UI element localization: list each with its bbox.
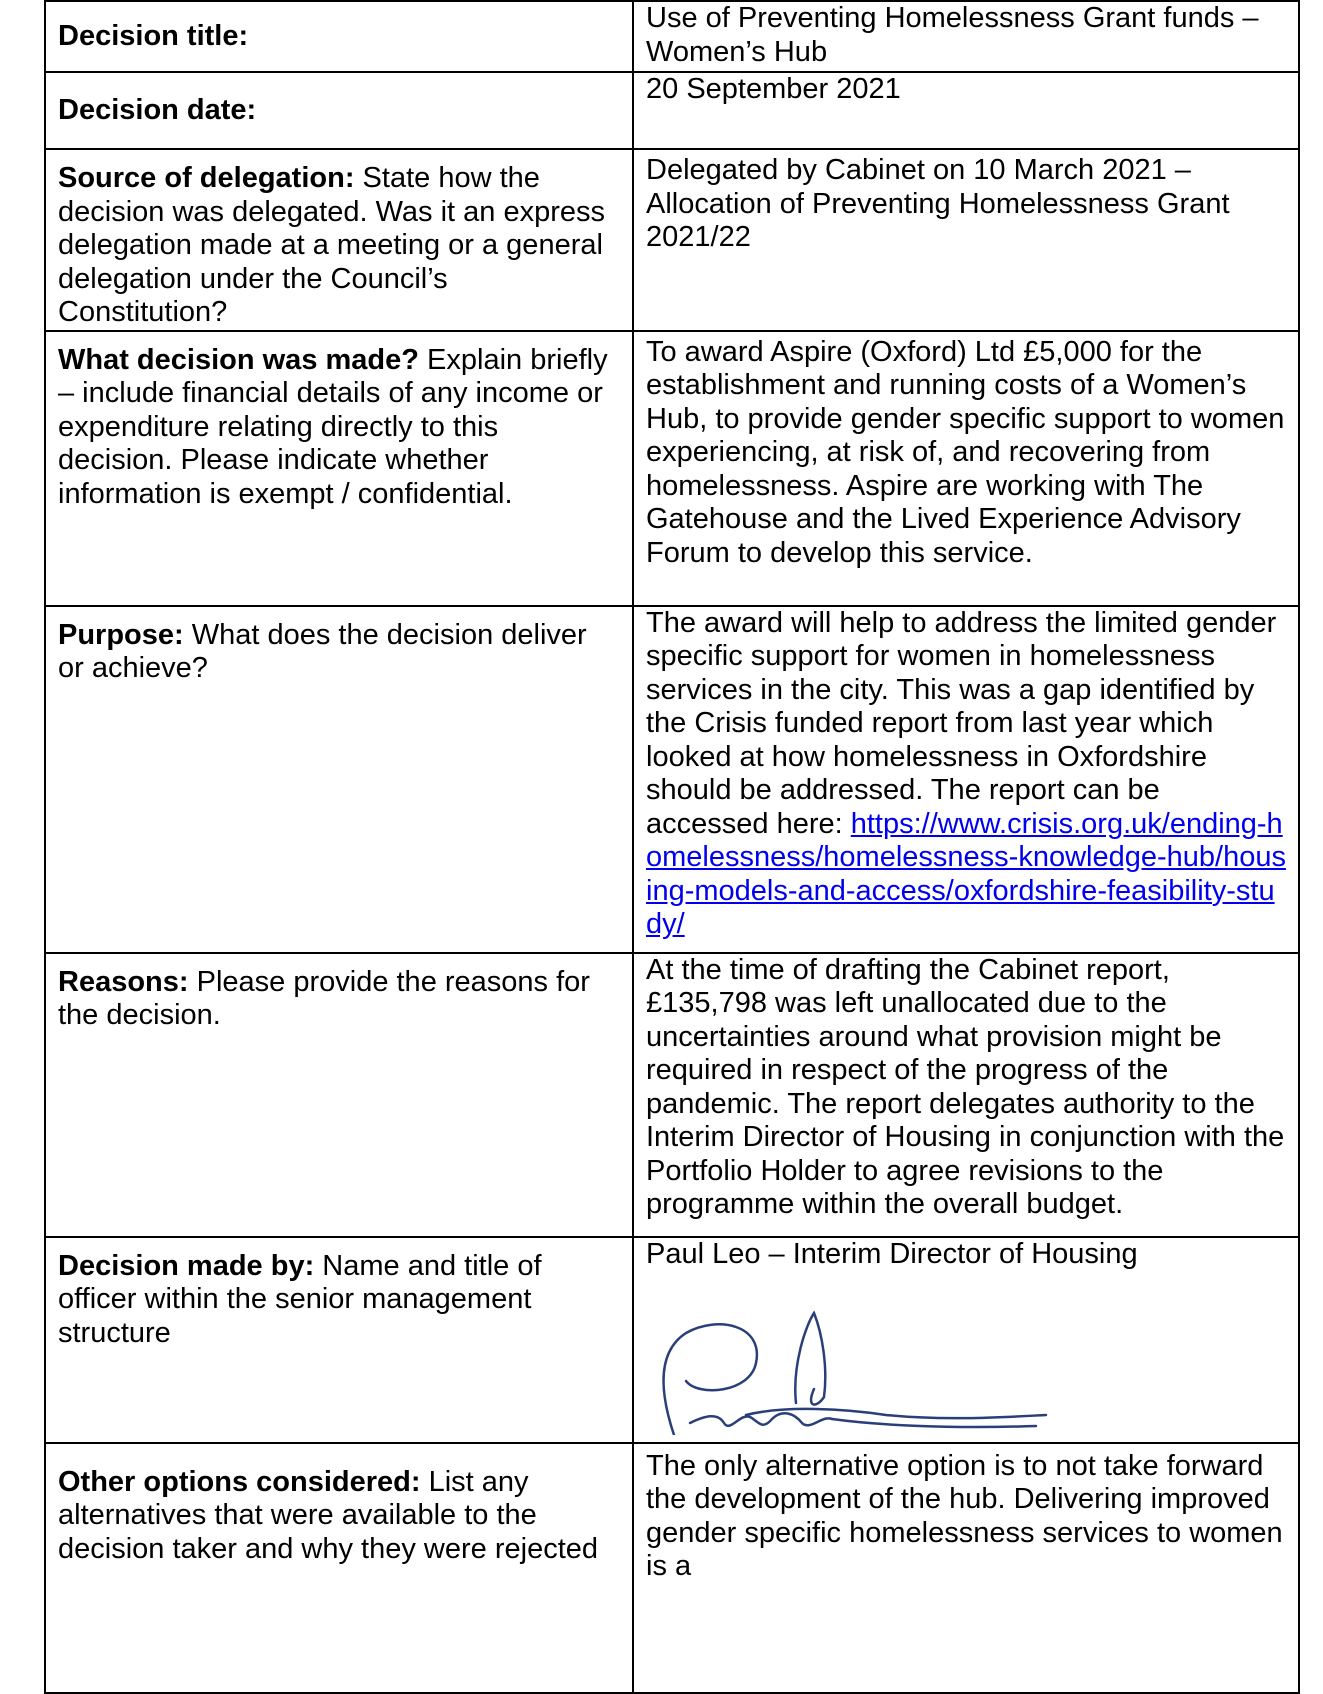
delegation-source-label: Source of delegation: State how the decision was delegated. Was it an express delegation made at a meeting or a general delegation under the Council’s Constitution? bbox=[45, 149, 633, 331]
decision-maker-name: Paul Leo – Interim Director of Housing bbox=[646, 1237, 1138, 1270]
decision-made-label: What decision was made? Explain briefly – include financial details of any income or expenditure relating directly to this decision. Please indicate whether information is exempt / confidential. bbox=[45, 331, 633, 606]
decision-maker-label: Decision made by: Name and title of officer within the senior management structure bbox=[45, 1237, 633, 1443]
table-row bbox=[45, 606, 1299, 953]
purpose-value: The award will help to address the limited gender specific support for women in homelessness services in the city. This was a gap identified by the Crisis funded report from last year which looked at how homelessness in Oxfordshire should be addressed. The report can be accessed here: https://www.crisis.org.uk/ending-homelessness/homelessness-knowledge-hub/housing-models-and-access/oxfordshire-feasibility-study/ bbox=[633, 606, 1299, 953]
other-options-value: The only alternative option is to not take forward the development of the hub. Delivering improved gender specific homelessness services to women is a bbox=[633, 1443, 1299, 1693]
decision-maker-value bbox=[633, 1237, 1299, 1443]
table-row bbox=[45, 1, 1299, 72]
decision-title-label: Decision title: bbox=[45, 1, 633, 72]
other-options-label: Other options considered: List any alternatives that were available to the decision taker and why they were rejected bbox=[45, 1443, 633, 1693]
decision-date-value: 20 September 2021 bbox=[633, 72, 1299, 149]
table-row bbox=[45, 1443, 1299, 1693]
table-row bbox=[45, 953, 1299, 1237]
decision-title-value: Use of Preventing Homelessness Grant funds – Women’s Hub bbox=[633, 1, 1299, 72]
signature-icon bbox=[646, 1285, 1066, 1435]
delegation-source-value: Delegated by Cabinet on 10 March 2021 – Allocation of Preventing Homelessness Grant 2021/22 bbox=[633, 149, 1299, 331]
purpose-label: Purpose: What does the decision deliver or achieve? bbox=[45, 606, 633, 953]
crisis-report-link[interactable]: https://www.crisis.org.uk/ending-homelessness/homelessness-knowledge-hub/housing-models-and-access/oxfordshire-feasibility-study/ bbox=[646, 807, 1286, 940]
decision-date-label: Decision date: bbox=[45, 72, 633, 149]
reasons-label: Reasons: Please provide the reasons for the decision. bbox=[45, 953, 633, 1237]
decision-record-table bbox=[44, 0, 1300, 1694]
decision-made-value: To award Aspire (Oxford) Ltd £5,000 for the establishment and running costs of a Women’s Hub, to provide gender specific support to women experiencing, at risk of, and recovering from homelessness. Aspire are working with The Gatehouse and the Lived Experience Advisory Forum to develop this service. bbox=[633, 331, 1299, 606]
reasons-value: At the time of drafting the Cabinet report, £135,798 was left unallocated due to the uncertainties around what provision might be required in respect of the progress of the pandemic. The report delegates authority to the Interim Director of Housing in conjunction with the Portfolio Holder to agree revisions to the programme within the overall budget. bbox=[633, 953, 1299, 1237]
table-row bbox=[45, 149, 1299, 331]
table-row bbox=[45, 72, 1299, 149]
table-row bbox=[45, 1237, 1299, 1443]
table-row bbox=[45, 331, 1299, 606]
